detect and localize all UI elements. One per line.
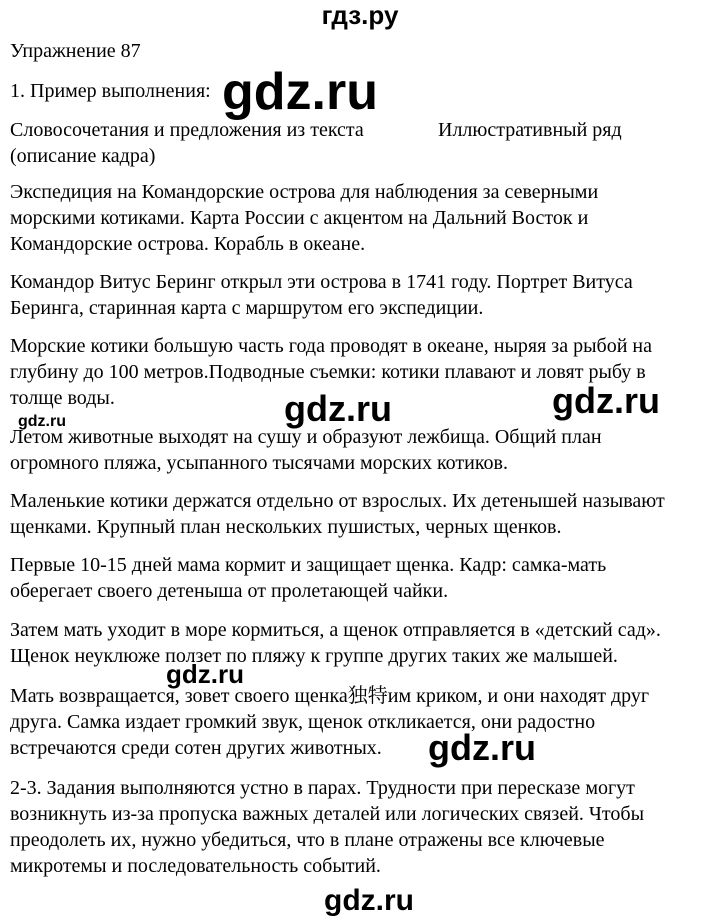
exercise-title: Упражнение 87 (10, 40, 141, 62)
text-line: Первые 10-15 дней мама кормит и защищает щенка. Кадр: самка-мать (10, 554, 607, 576)
watermark-logo: gdz.ru (428, 727, 536, 768)
table-header-sub: (описание кадра) (10, 145, 156, 167)
table-header-left: Словосочетания и предложения из текста (10, 119, 364, 141)
text-line: Беринга, старинная карта с маршрутом его экспедиции. (10, 297, 484, 319)
site-header-watermark: гдз.ру (321, 0, 399, 30)
watermark-logo: gdz.ru (324, 884, 414, 917)
text-line: морскими котиками. Карта России с акцентом на Дальний Восток и (10, 207, 589, 229)
text-line: Мать возвращается, зовет своего щенка独特им криком, и они находят друг (10, 685, 650, 707)
watermark-logo: gdz.ru (552, 380, 660, 421)
text-line: огромного пляжа, усыпанного тысячами морских котиков. (10, 452, 508, 474)
text-line: щенками. Крупный план нескольких пушистых, черных щенков. (10, 516, 562, 538)
text-line: оберегает своего детеныша от пролетающей чайки. (10, 580, 449, 602)
text-line: Маленькие котики держатся отдельно от взрослых. Их детенышей называют (10, 490, 665, 512)
intro-text: 1. Пример выполнения: (10, 80, 211, 102)
text-line: Затем мать уходит в море кормиться, а щенок отправляется в «детский сад». (10, 619, 661, 641)
text-line: Экспедиция на Командорские острова для наблюдения за северными (10, 181, 599, 203)
text-line: возникнуть из-за пропуска важных деталей или логических связей. Чтобы (10, 803, 645, 825)
text-line: микротемы и последовательность событий. (10, 855, 381, 877)
watermark-logo: gdz.ru (222, 63, 378, 121)
watermark-logo: gdz.ru (166, 659, 244, 689)
text-line: глубину до 100 метров.Подводные съемки: котики плавают и ловят рыбу в (10, 361, 646, 383)
text-line: Летом животные выходят на сушу и образуют лежбища. Общий план (10, 426, 602, 448)
text-line: толще воды. (10, 387, 115, 409)
text-line: преодолеть их, нужно убедиться, что в плане отражены все ключевые (10, 829, 605, 851)
text-line: 2-3. Задания выполняются устно в парах. Трудности при пересказе могут (10, 777, 635, 799)
text-line: Командорские острова. Корабль в океане. (10, 233, 366, 255)
text-line: друга. Самка издает громкий звук, щенок откликается, они радостно (10, 711, 596, 733)
watermark-logo: gdz.ru (18, 413, 66, 430)
text-line: Командор Витус Беринг открыл эти острова в 1741 году. Портрет Витуса (10, 271, 633, 293)
table-header-right: Иллюстративный ряд (438, 119, 622, 141)
watermark-logo: gdz.ru (284, 388, 392, 429)
text-line: встречаются среди сотен других животных. (10, 737, 382, 759)
text-line: Щенок неуклюже ползет по пляжу к группе других таких же малышей. (10, 645, 618, 667)
text-line: Морские котики большую часть года проводят в океане, ныряя за рыбой на (10, 335, 652, 357)
